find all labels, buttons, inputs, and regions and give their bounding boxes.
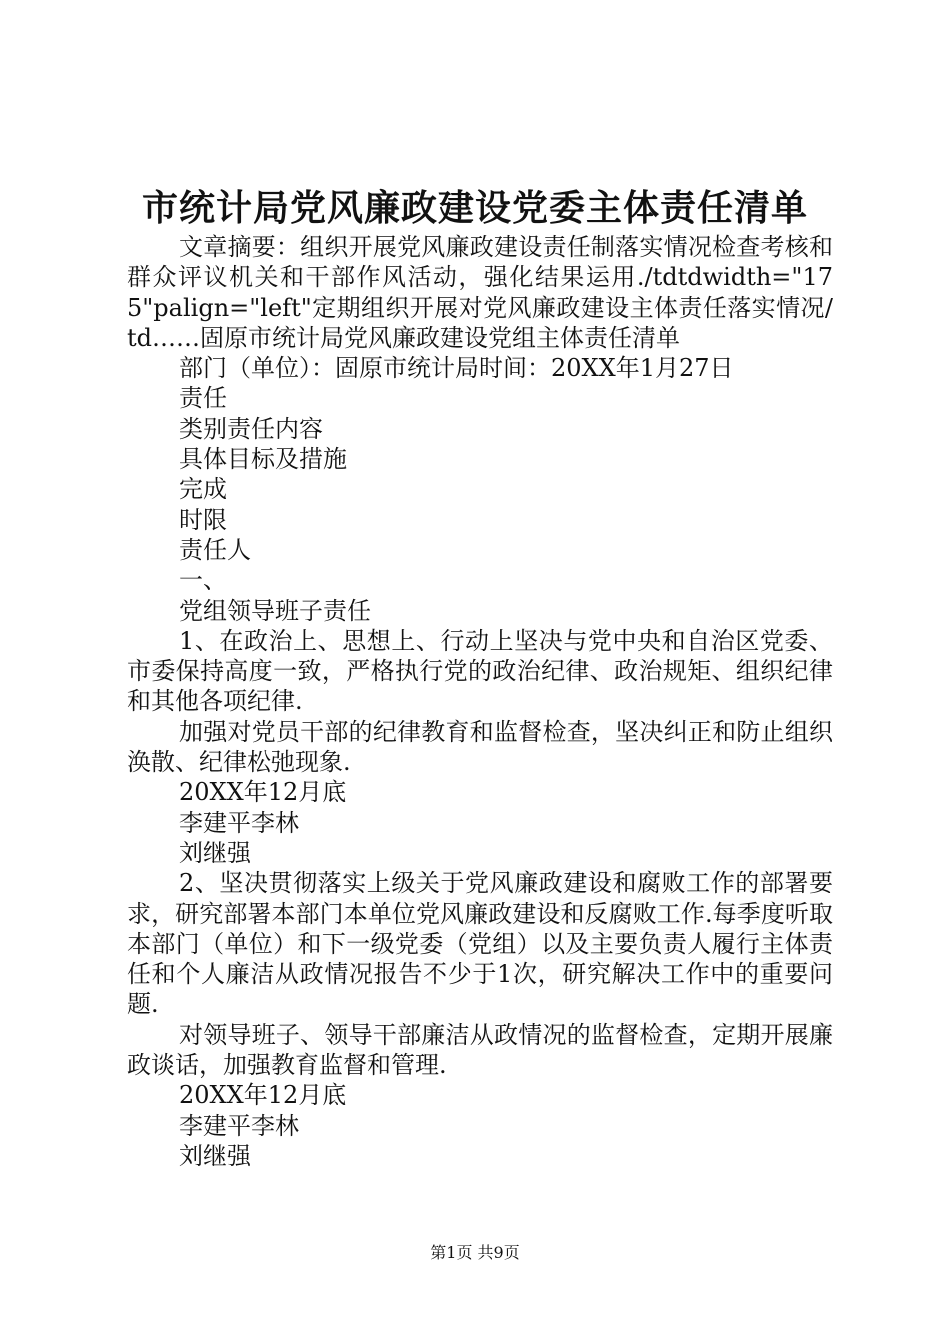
item-responsible: 刘继强 <box>179 838 251 867</box>
table-header-line: 具体目标及措施 <box>179 445 347 474</box>
item-content: 1、在政治上、思想上、行动上坚决与党中央和自治区党委、市委保持高度一致，严格执行党的政治纪律、政治规矩、组织纪律和其他各项纪律. <box>127 626 833 716</box>
item-deadline: 20XX年12月底 <box>179 1081 347 1110</box>
item-responsible: 李建平李林 <box>179 808 299 837</box>
department-line: 部门（单位）：固原市统计局时间：20XX年1月27日 <box>179 354 734 383</box>
item-measures: 对领导班子、领导干部廉洁从政情况的监督检查，定期开展廉政谈话，加强教育监督和管理. <box>127 1020 833 1080</box>
table-header-line: 责任 <box>179 384 227 413</box>
table-header-line: 时限 <box>179 505 227 534</box>
item-deadline: 20XX年12月底 <box>179 778 347 807</box>
table-header-line: 完成 <box>179 475 227 504</box>
abstract-paragraph: 文章摘要：组织开展党风廉政建设责任制落实情况检查考核和群众评议机关和干部作风活动，强化结果运用./tdtdwidth="175"palign="left"定期组织开展对党风廉政建设主体责任落实情况/td……固原市统计局党风廉政建设党组主体责任清单 <box>127 233 833 352</box>
section-number: 一、 <box>179 566 227 595</box>
page-footer: 第1页 共9页 <box>430 1243 520 1262</box>
item-responsible: 李建平李林 <box>179 1111 299 1140</box>
table-header-line: 责任人 <box>179 535 251 564</box>
document-title: 市统计局党风廉政建设党委主体责任清单 <box>141 187 808 229</box>
section-heading: 党组领导班子责任 <box>179 596 371 625</box>
item-content: 2、坚决贯彻落实上级关于党风廉政建设和腐败工作的部署要求，研究部署本部门本单位党风廉政建设和反腐败工作.每季度听取本部门（单位）和下一级党委（党组）以及主要负责人履行主体责任和个人廉洁从政情况报告不少于1次，研究解决工作中的重要问题. <box>127 869 833 1019</box>
document-body <box>127 232 833 1171</box>
table-header-line: 类别责任内容 <box>179 414 323 443</box>
item-responsible: 刘继强 <box>179 1141 251 1170</box>
item-measures: 加强对党员干部的纪律教育和监督检查，坚决纠正和防止组织涣散、纪律松弛现象. <box>127 717 833 777</box>
